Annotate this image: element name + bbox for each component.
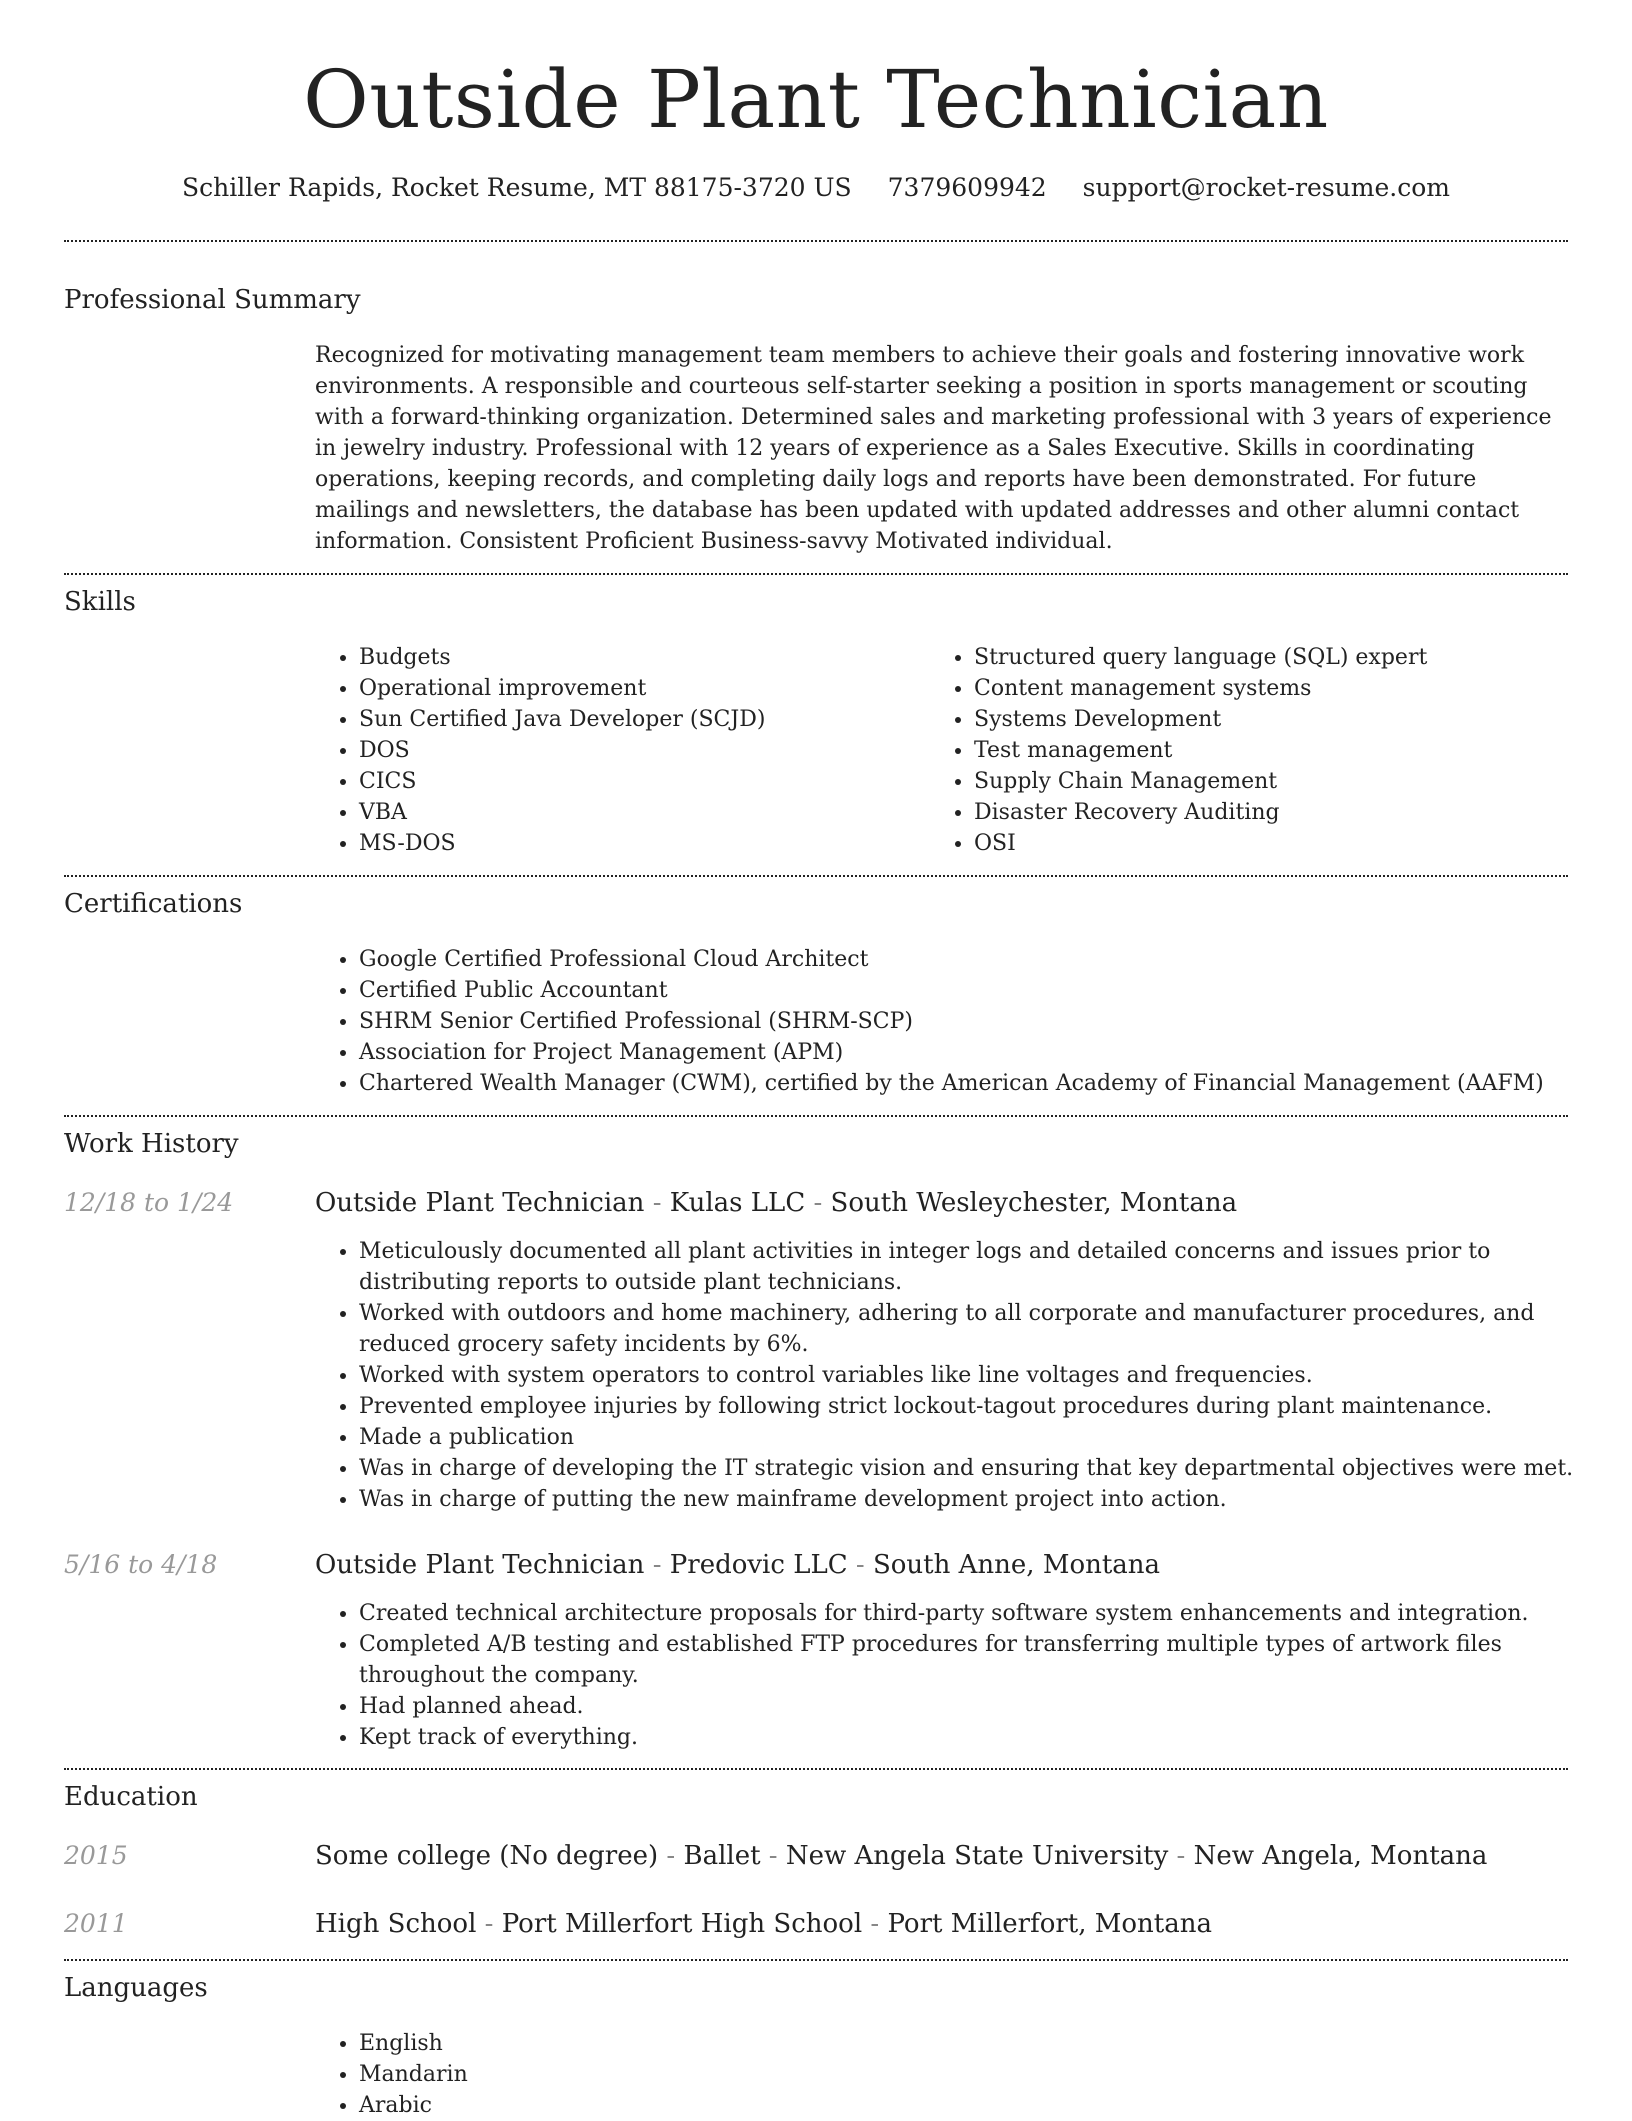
- candidate-name: Outside Plant Technician: [303, 53, 1329, 146]
- list-item: • Worked with system operators to control variables like line voltages and frequencies.: [359, 1360, 1612, 1391]
- list-item: • English: [359, 2028, 1612, 2059]
- list-item: • Arabic: [359, 2090, 1612, 2121]
- separator: -: [476, 1909, 502, 1939]
- section-title-summary: Professional Summary: [64, 285, 361, 315]
- list-item: • OSI: [974, 828, 1574, 859]
- summary-text: Recognized for motivating management team members to achieve their goals and fostering innovative work environments. A responsible and courteous self-starter seeking a position in sports management or scouting with a forward-thinking organization. Determined sales and marketing professional with 3 years of experience in jewelry industry. Professional with 12 years of experience as a Sales Executive. Skills in coordinating operations, keeping records, and completing daily logs and reports have been demonstrated. For future mailings and newsletters, the database has been updated with updated addresses and other alumni contact information. Consistent Proficient Business-savvy Motivated individual.: [315, 343, 1552, 554]
- contact-phone: 7379609942: [887, 173, 1047, 202]
- list-item: • Google Certified Professional Cloud Architect: [359, 944, 1612, 975]
- list-item: • Operational improvement: [359, 673, 919, 704]
- section-title-work-history: Work History: [64, 1129, 239, 1159]
- list-item: • Made a publication: [359, 1422, 1612, 1453]
- list-item: • Prevented employee injuries by following strict lockout-tagout procedures during plant maintenance.: [359, 1391, 1612, 1422]
- education-field: Ballet: [683, 1841, 761, 1871]
- list-item: • MS-DOS: [359, 828, 919, 859]
- separator: -: [1168, 1841, 1194, 1871]
- list-item: • Budgets: [359, 642, 919, 673]
- list-item: • Kept track of everything.: [359, 1722, 1612, 1753]
- list-item: • Certified Public Accountant: [359, 975, 1612, 1006]
- list-item: • Association for Project Management (APM): [359, 1037, 1612, 1068]
- list-item: • DOS: [359, 735, 919, 766]
- divider: [64, 875, 1568, 877]
- list-item: • Created technical architecture proposals for third-party software system enhancements and integration.: [359, 1598, 1612, 1629]
- list-item: • CICS: [359, 766, 919, 797]
- list-item: • Systems Development: [974, 704, 1574, 735]
- education-degree: High School: [315, 1909, 477, 1939]
- list-item: • Sun Certified Java Developer (SCJD): [359, 704, 919, 735]
- list-item: • Structured query language (SQL) expert: [974, 642, 1574, 673]
- separator: -: [658, 1841, 684, 1871]
- education-line: [315, 1839, 1568, 1873]
- separator: -: [644, 1550, 670, 1580]
- education-degree: Some college (No degree): [315, 1841, 659, 1871]
- list-item: • VBA: [359, 797, 919, 828]
- list-item: • Worked with outdoors and home machinery, adhering to all corporate and manufacturer procedures, and reduced grocery safety incidents by 6%.: [359, 1298, 1612, 1360]
- job-role: Outside Plant Technician: [315, 1188, 645, 1218]
- list-item: • Chartered Wealth Manager (CWM), certified by the American Academy of Financial Management (AAFM): [359, 1068, 1612, 1099]
- job-role: Outside Plant Technician: [315, 1550, 645, 1580]
- education-line: [315, 1907, 1568, 1941]
- job-bullets: [315, 1598, 1612, 1753]
- job-title-line: [315, 1186, 1568, 1220]
- contact-info: [0, 170, 1632, 206]
- list-item: • Mandarin: [359, 2059, 1612, 2090]
- divider: [64, 573, 1568, 575]
- list-item: • Test management: [974, 735, 1574, 766]
- job-location: South Wesleychester, Montana: [830, 1188, 1238, 1218]
- list-item: • Meticulously documented all plant activities in integer logs and detailed concerns and issues prior to distributing reports to outside plant technicians.: [359, 1236, 1612, 1298]
- section-title-certifications: Certifications: [64, 889, 243, 919]
- job-bullets: [315, 1236, 1612, 1515]
- divider: [64, 240, 1568, 242]
- education-location: New Angela, Montana: [1193, 1841, 1488, 1871]
- skills-list-left: [315, 642, 919, 859]
- separator: -: [644, 1188, 670, 1218]
- certifications-list: [315, 944, 1612, 1099]
- separator: -: [805, 1188, 831, 1218]
- list-item: • Was in charge of developing the IT strategic vision and ensuring that key departmental objectives were met.: [359, 1453, 1612, 1484]
- divider: [64, 1115, 1568, 1117]
- section-title-skills: Skills: [64, 587, 136, 617]
- languages-list: [315, 2028, 1612, 2121]
- list-item: • Supply Chain Management: [974, 766, 1574, 797]
- job-dates: 5/16 to 4/18: [64, 1550, 218, 1579]
- job-company: Predovic LLC: [669, 1550, 848, 1580]
- job-title-line: [315, 1548, 1568, 1582]
- education-school: Port Millerfort High School: [501, 1909, 863, 1939]
- education-year: 2015: [64, 1841, 128, 1870]
- list-item: • Was in charge of putting the new mainframe development project into action.: [359, 1484, 1612, 1515]
- education-location: Port Millerfort, Montana: [887, 1909, 1212, 1939]
- divider: [64, 1959, 1568, 1961]
- list-item: • Disaster Recovery Auditing: [974, 797, 1574, 828]
- education-year: 2011: [64, 1909, 128, 1938]
- divider: [64, 1768, 1568, 1770]
- contact-address: Schiller Rapids, Rocket Resume, MT 88175-3720 US: [182, 173, 852, 202]
- separator: -: [862, 1909, 888, 1939]
- section-title-education: Education: [64, 1782, 198, 1812]
- job-location: South Anne, Montana: [872, 1550, 1161, 1580]
- job-dates: 12/18 to 1/24: [64, 1188, 234, 1217]
- list-item: • Content management systems: [974, 673, 1574, 704]
- list-item: • SHRM Senior Certified Professional (SHRM-SCP): [359, 1006, 1612, 1037]
- separator: -: [760, 1841, 786, 1871]
- separator: -: [847, 1550, 873, 1580]
- list-item: • Had planned ahead.: [359, 1691, 1612, 1722]
- education-school: New Angela State University: [785, 1841, 1169, 1871]
- skills-list-right: [930, 642, 1574, 859]
- contact-email: support@rocket-resume.com: [1082, 173, 1450, 202]
- section-title-languages: Languages: [64, 1973, 208, 2003]
- job-company: Kulas LLC: [669, 1188, 806, 1218]
- list-item: • Completed A/B testing and established FTP procedures for transferring multiple types of artwork files throughout the company.: [359, 1629, 1612, 1691]
